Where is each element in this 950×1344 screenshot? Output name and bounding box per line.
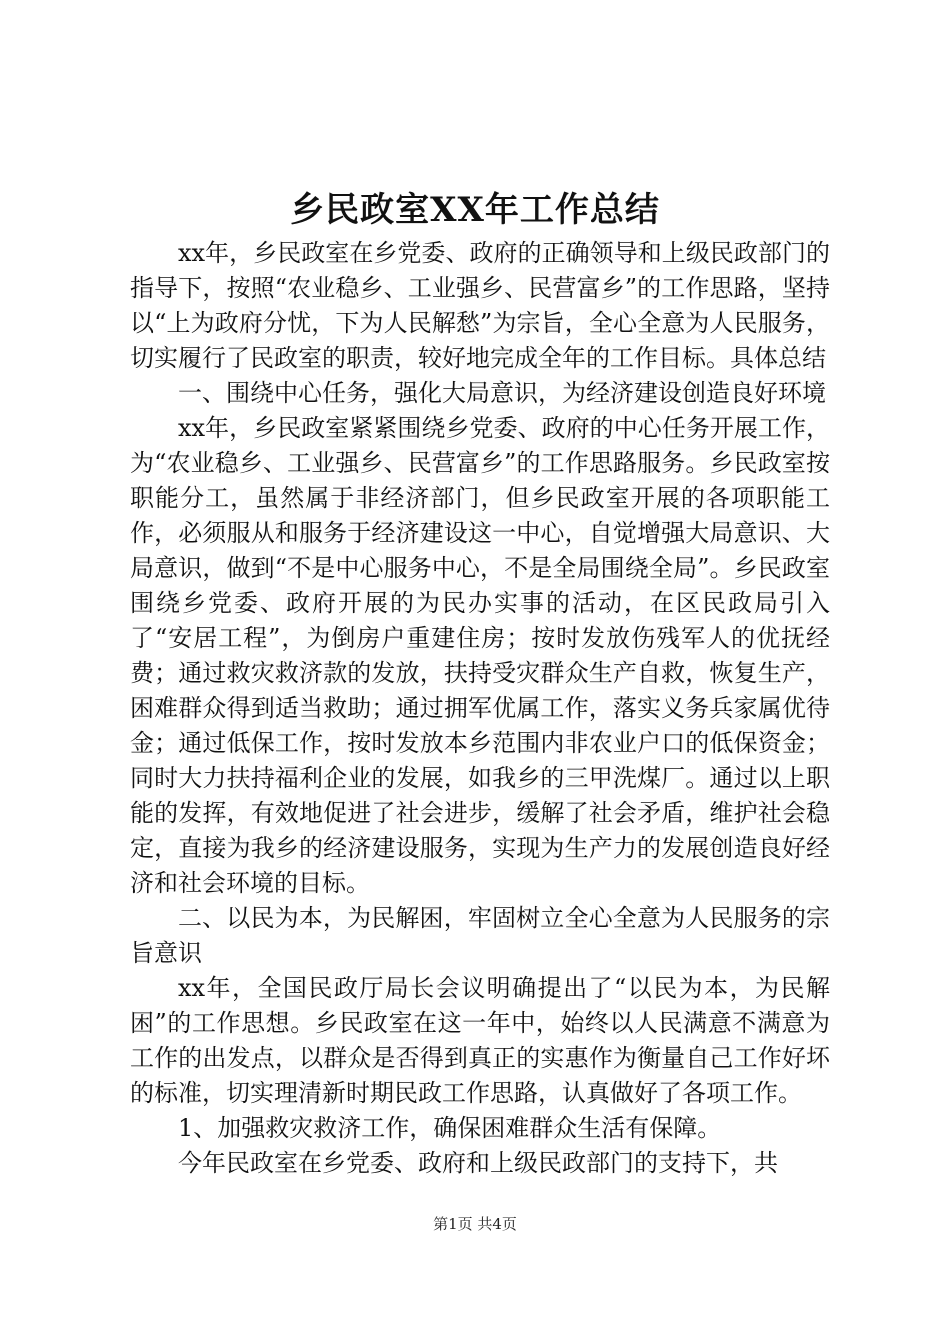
section-2-paragraph: xx年，全国民政厅局长会议明确提出了“以民为本，为民解困”的工作思想。乡民政室在这一年中，始终以人民满意不满意为工作的出发点，以群众是否得到真正的实惠作为衡量自己工作好坏的标准，切实理清新时期民政工作思路，认真做好了各项工作。 bbox=[130, 974, 830, 1107]
section-heading-2: 二、以民为本，为民解困，牢固树立全心全意为人民服务的宗旨意识 bbox=[130, 904, 830, 967]
document-title: 乡民政室XX年工作总结 bbox=[290, 190, 660, 230]
section-heading-1: 一、围绕中心任务，强化大局意识，为经济建设创造良好环境 bbox=[178, 379, 826, 407]
section-1-paragraph: xx年，乡民政室紧紧围绕乡党委、政府的中心任务开展工作，为“农业稳乡、工业强乡、民营富乡”的工作思路服务。乡民政室按职能分工，虽然属于非经济部门，但乡民政室开展的各项职能工作，必须服从和服务于经济建设这一中心，自觉增强大局意识、大局意识，做到“不是中心服务中心，不是全局围绕全局”。乡民政室围绕乡党委、政府开展的为民办实事的活动，在区民政局引入了“安居工程”，为倒房户重建住房；按时发放伤残军人的优抚经费；通过救灾救济款的发放，扶持受灾群众生产自救，恢复生产，困难群众得到适当救助；通过拥军优属工作，落实义务兵家属优待金；通过低保工作，按时发放本乡范围内非农业户口的低保资金；同时大力扶持福利企业的发展，如我乡的三甲洗煤厂。通过以上职能的发挥，有效地促进了社会进步，缓解了社会矛盾，维护社会稳定，直接为我乡的经济建设服务，实现为生产力的发展创造良好经济和社会环境的目标。 bbox=[130, 414, 830, 897]
subsection-heading-1: 1、加强救灾救济工作，确保困难群众生活有保障。 bbox=[178, 1114, 722, 1142]
intro-paragraph: xx年，乡民政室在乡党委、政府的正确领导和上级民政部门的指导下，按照“农业稳乡、工业强乡、民营富乡”的工作思路，坚持以“上为政府分忧，下为人民解愁”为宗旨，全心全意为人民服务，切实履行了民政室的职责，较好地完成全年的工作目标。具体总结 bbox=[130, 239, 830, 372]
page-footer: 第1页 共4页 bbox=[433, 1215, 517, 1233]
document-body bbox=[130, 236, 830, 1181]
subsection-1-paragraph: 今年民政室在乡党委、政府和上级民政部门的支持下，共 bbox=[178, 1149, 778, 1177]
